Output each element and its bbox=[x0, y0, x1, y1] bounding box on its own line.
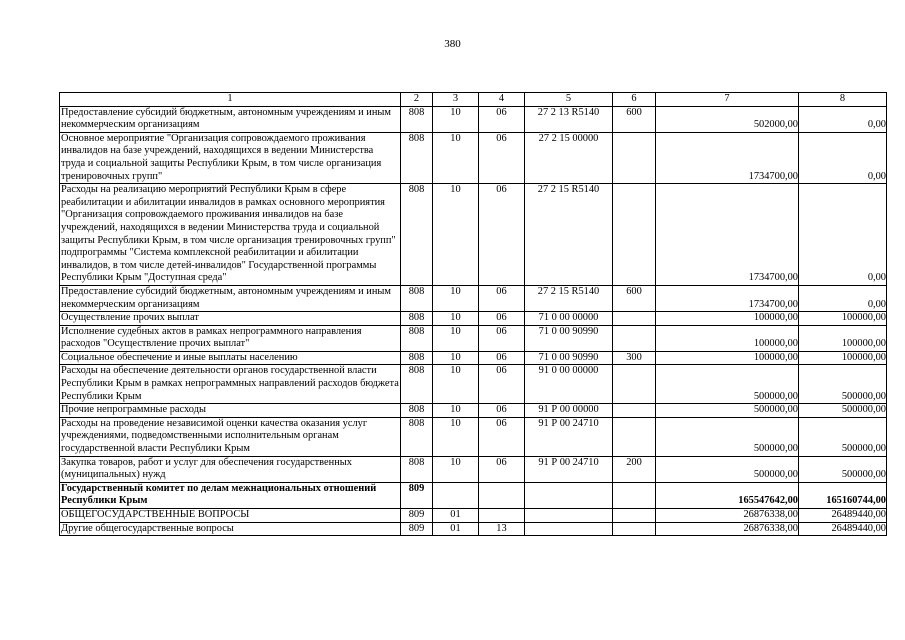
cell-amount-year-2: 26489440,00 bbox=[799, 509, 887, 523]
cell-amount-year-1: 100000,00 bbox=[656, 325, 799, 351]
cell-ministry-code: 809 bbox=[401, 509, 433, 523]
cell-ministry-code: 808 bbox=[401, 285, 433, 311]
table-header-row bbox=[60, 93, 887, 107]
cell-expense-type bbox=[613, 417, 656, 456]
cell-amount-year-2: 500000,00 bbox=[799, 365, 887, 404]
cell-expense-type bbox=[613, 482, 656, 508]
cell-amount-year-1: 1734700,00 bbox=[656, 285, 799, 311]
cell-amount-year-1: 1734700,00 bbox=[656, 132, 799, 183]
cell-target-article: 91 0 00 00000 bbox=[525, 365, 613, 404]
cell-amount-year-2: 100000,00 bbox=[799, 325, 887, 351]
cell-section: 01 bbox=[433, 509, 479, 523]
column-header: 5 bbox=[525, 93, 613, 107]
cell-name: Расходы на проведение независимой оценки качества оказания услуг учреждениями, подведомственными исполнительным органам государственной власти Республики Крым bbox=[60, 417, 401, 456]
cell-amount-year-1: 26876338,00 bbox=[656, 522, 799, 536]
cell-section: 10 bbox=[433, 184, 479, 286]
cell-expense-type bbox=[613, 325, 656, 351]
cell-expense-type: 200 bbox=[613, 456, 656, 482]
column-header: 1 bbox=[60, 93, 401, 107]
cell-section: 10 bbox=[433, 312, 479, 326]
column-header: 2 bbox=[401, 93, 433, 107]
cell-section: 10 bbox=[433, 132, 479, 183]
cell-target-article: 27 2 15 R5140 bbox=[525, 184, 613, 286]
cell-target-article: 91 Р 00 24710 bbox=[525, 456, 613, 482]
cell-ministry-code: 809 bbox=[401, 522, 433, 536]
cell-subsection: 06 bbox=[479, 417, 525, 456]
cell-name: Социальное обеспечение и иные выплаты населению bbox=[60, 351, 401, 365]
cell-subsection bbox=[479, 482, 525, 508]
cell-ministry-code: 808 bbox=[401, 312, 433, 326]
cell-target-article: 71 0 00 00000 bbox=[525, 312, 613, 326]
cell-amount-year-2: 0,00 bbox=[799, 285, 887, 311]
cell-section: 10 bbox=[433, 106, 479, 132]
cell-expense-type bbox=[613, 522, 656, 536]
cell-name: Предоставление субсидий бюджетным, автономным учреждениям и иным некоммерческим организациям bbox=[60, 106, 401, 132]
cell-ministry-code: 808 bbox=[401, 456, 433, 482]
cell-subsection: 06 bbox=[479, 365, 525, 404]
table-row bbox=[60, 106, 887, 132]
table-row bbox=[60, 482, 887, 508]
table-row bbox=[60, 456, 887, 482]
cell-amount-year-2: 0,00 bbox=[799, 106, 887, 132]
cell-ministry-code: 808 bbox=[401, 132, 433, 183]
cell-amount-year-2: 100000,00 bbox=[799, 351, 887, 365]
cell-ministry-code: 808 bbox=[401, 417, 433, 456]
cell-ministry-code: 808 bbox=[401, 184, 433, 286]
cell-name: Прочие непрограммные расходы bbox=[60, 404, 401, 418]
cell-expense-type: 600 bbox=[613, 106, 656, 132]
cell-amount-year-1: 500000,00 bbox=[656, 404, 799, 418]
cell-ministry-code: 808 bbox=[401, 351, 433, 365]
cell-ministry-code: 808 bbox=[401, 404, 433, 418]
cell-amount-year-2: 500000,00 bbox=[799, 404, 887, 418]
table-row bbox=[60, 132, 887, 183]
cell-ministry-code: 809 bbox=[401, 482, 433, 508]
cell-subsection: 06 bbox=[479, 184, 525, 286]
cell-name: Закупка товаров, работ и услуг для обеспечения государственных (муниципальных) нужд bbox=[60, 456, 401, 482]
cell-subsection: 06 bbox=[479, 404, 525, 418]
cell-section: 10 bbox=[433, 351, 479, 365]
cell-amount-year-1: 1734700,00 bbox=[656, 184, 799, 286]
cell-ministry-code: 808 bbox=[401, 325, 433, 351]
table-row bbox=[60, 184, 887, 286]
cell-target-article: 71 0 00 90990 bbox=[525, 325, 613, 351]
column-header: 8 bbox=[799, 93, 887, 107]
column-header: 4 bbox=[479, 93, 525, 107]
cell-amount-year-2: 500000,00 bbox=[799, 456, 887, 482]
page-number: 380 bbox=[444, 38, 461, 50]
table-row bbox=[60, 509, 887, 523]
cell-name: ОБЩЕГОСУДАРСТВЕННЫЕ ВОПРОСЫ bbox=[60, 509, 401, 523]
cell-amount-year-1: 500000,00 bbox=[656, 456, 799, 482]
table-row bbox=[60, 365, 887, 404]
cell-section bbox=[433, 482, 479, 508]
cell-target-article: 91 Р 00 24710 bbox=[525, 417, 613, 456]
cell-ministry-code: 808 bbox=[401, 106, 433, 132]
cell-target-article bbox=[525, 522, 613, 536]
cell-expense-type bbox=[613, 184, 656, 286]
cell-amount-year-1: 500000,00 bbox=[656, 365, 799, 404]
cell-target-article bbox=[525, 482, 613, 508]
table-row bbox=[60, 404, 887, 418]
cell-section: 10 bbox=[433, 417, 479, 456]
cell-target-article: 27 2 13 R5140 bbox=[525, 106, 613, 132]
column-header: 7 bbox=[656, 93, 799, 107]
cell-section: 10 bbox=[433, 404, 479, 418]
cell-expense-type bbox=[613, 404, 656, 418]
cell-target-article: 27 2 15 R5140 bbox=[525, 285, 613, 311]
cell-target-article: 27 2 15 00000 bbox=[525, 132, 613, 183]
cell-expense-type: 300 bbox=[613, 351, 656, 365]
cell-subsection bbox=[479, 509, 525, 523]
cell-subsection: 06 bbox=[479, 132, 525, 183]
cell-amount-year-2: 100000,00 bbox=[799, 312, 887, 326]
cell-target-article: 71 0 00 90990 bbox=[525, 351, 613, 365]
table-row bbox=[60, 417, 887, 456]
table-row bbox=[60, 522, 887, 536]
cell-amount-year-2: 500000,00 bbox=[799, 417, 887, 456]
cell-name: Государственный комитет по делам межнациональных отношений Республики Крым bbox=[60, 482, 401, 508]
cell-name: Осуществление прочих выплат bbox=[60, 312, 401, 326]
cell-name: Предоставление субсидий бюджетным, автономным учреждениям и иным некоммерческим организациям bbox=[60, 285, 401, 311]
cell-name: Основное мероприятие "Организация сопровождаемого проживания инвалидов на базе учреждений, находящихся в ведении Министерства труда и социальной защиты Республики Крым, в том числе организация тренировочных групп" bbox=[60, 132, 401, 183]
cell-amount-year-2: 26489440,00 bbox=[799, 522, 887, 536]
cell-section: 01 bbox=[433, 522, 479, 536]
cell-ministry-code: 808 bbox=[401, 365, 433, 404]
budget-table bbox=[59, 92, 887, 536]
cell-subsection: 06 bbox=[479, 285, 525, 311]
column-header: 3 bbox=[433, 93, 479, 107]
cell-name: Другие общегосударственные вопросы bbox=[60, 522, 401, 536]
cell-section: 10 bbox=[433, 365, 479, 404]
cell-expense-type bbox=[613, 132, 656, 183]
cell-amount-year-1: 100000,00 bbox=[656, 351, 799, 365]
cell-expense-type bbox=[613, 312, 656, 326]
cell-amount-year-1: 26876338,00 bbox=[656, 509, 799, 523]
cell-expense-type: 600 bbox=[613, 285, 656, 311]
cell-amount-year-1: 165547642,00 bbox=[656, 482, 799, 508]
cell-name: Исполнение судебных актов в рамках непрограммного направления расходов "Осуществление прочих выплат" bbox=[60, 325, 401, 351]
cell-target-article bbox=[525, 509, 613, 523]
table-row bbox=[60, 351, 887, 365]
cell-subsection: 06 bbox=[479, 325, 525, 351]
cell-subsection: 06 bbox=[479, 312, 525, 326]
cell-expense-type bbox=[613, 509, 656, 523]
column-header: 6 bbox=[613, 93, 656, 107]
cell-amount-year-2: 0,00 bbox=[799, 132, 887, 183]
cell-section: 10 bbox=[433, 325, 479, 351]
cell-amount-year-2: 165160744,00 bbox=[799, 482, 887, 508]
cell-subsection: 06 bbox=[479, 456, 525, 482]
cell-name: Расходы на реализацию мероприятий Республики Крым в сфере реабилитации и абилитации инвалидов в рамках основного мероприятия "Организация сопровождаемого проживания инвалидов на базе учреждений, находящихся в ведении Министерства труда и социальной защиты Республики Крым, в том числе организация тренировочных групп" подпрограммы "Система комплексной реабилитации и абилитации инвалидов, в том числе детей-инвалидов" Государственной программы Республики Крым "Доступная среда" bbox=[60, 184, 401, 286]
cell-target-article: 91 Р 00 00000 bbox=[525, 404, 613, 418]
cell-section: 10 bbox=[433, 456, 479, 482]
cell-subsection: 13 bbox=[479, 522, 525, 536]
table-row bbox=[60, 325, 887, 351]
cell-amount-year-2: 0,00 bbox=[799, 184, 887, 286]
cell-subsection: 06 bbox=[479, 351, 525, 365]
cell-expense-type bbox=[613, 365, 656, 404]
cell-section: 10 bbox=[433, 285, 479, 311]
cell-amount-year-1: 500000,00 bbox=[656, 417, 799, 456]
cell-name: Расходы на обеспечение деятельности органов государственной власти Республики Крым в рамках непрограммных направлений расходов бюджета Республики Крым bbox=[60, 365, 401, 404]
table-row bbox=[60, 285, 887, 311]
cell-amount-year-1: 502000,00 bbox=[656, 106, 799, 132]
cell-subsection: 06 bbox=[479, 106, 525, 132]
cell-amount-year-1: 100000,00 bbox=[656, 312, 799, 326]
table-row bbox=[60, 312, 887, 326]
